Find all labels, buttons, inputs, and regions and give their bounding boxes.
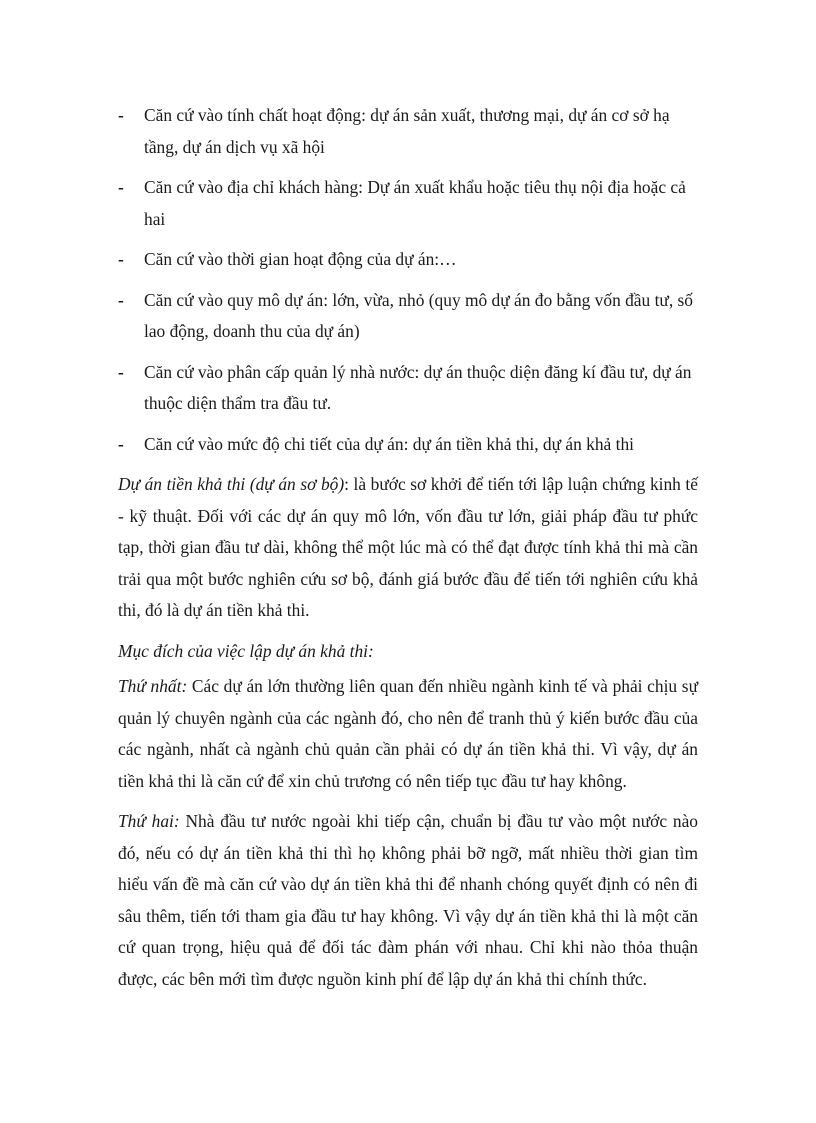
document-body xyxy=(118,100,698,1004)
list-item-text: Căn cứ vào quy mô dự án: lớn, vừa, nhỏ (quy mô dự án đo bằng vốn đầu tư, số lao động, doanh thu của dự án) xyxy=(144,289,693,341)
pre-feasibility-term: Dự án tiền khả thi (dự án sơ bộ) xyxy=(118,474,345,494)
bullet-dash: - xyxy=(118,105,124,125)
classification-list xyxy=(118,100,698,460)
first-reason-text: Các dự án lớn thường liên quan đến nhiều ngành kinh tế và phải chịu sự quản lý chuyên ngành của các ngành đó, cho nên để tranh thủ ý kiến bước đầu của các ngành, nhất cà ngành chủ quản cần phải có dự án tiền khả thi. Vì vậy, dự án tiền khả thi là căn cứ để xin chủ trương có nên tiếp tục đầu tư hay không. xyxy=(118,676,698,791)
pre-feasibility-text: : là bước sơ khởi để tiến tới lập luận chứng kinh tế - kỹ thuật. Đối với các dự án quy mô lớn, vốn đầu tư lớn, giải pháp đầu tư phức tạp, thời gian đầu tư dài, không thể một lúc mà có thể đạt được tính khả thi mà cần trải qua một bước nghiên cứu sơ bộ, đánh giá bước đầu để tiến tới nghiên cứu khả thi, đó là dự án tiền khả thi. xyxy=(118,474,698,620)
list-item-text: Căn cứ vào thời gian hoạt động của dự án:… xyxy=(144,249,457,269)
list-item xyxy=(118,429,698,461)
list-item xyxy=(118,285,698,348)
list-item-text: Căn cứ vào phân cấp quản lý nhà nước: dự án thuộc diện đăng kí đầu tư, dự án thuộc diện thẩm tra đầu tư. xyxy=(144,361,692,413)
bullet-dash: - xyxy=(118,361,124,382)
bullet-dash: - xyxy=(118,289,124,310)
first-reason-paragraph xyxy=(118,671,698,797)
first-reason-term: Thứ nhất: xyxy=(118,676,188,696)
second-reason-text: Nhà đầu tư nước ngoài khi tiếp cận, chuẩn bị đầu tư vào một nước nào đó, nếu có dự án tiền khả thi thì họ không phải bỡ ngỡ, mất nhiều thời gian tìm hiểu vấn đề mà căn cứ vào dự án tiền khả thi để nhanh chóng quyết định có nên đi sâu thêm, tiến tới tham gia đầu tư hay không. Vì vậy dự án tiền khả thi là một căn cứ quan trọng, hiệu quả để đối tác đàm phán với nhau. Chỉ khi nào thỏa thuận được, các bên mới tìm được nguồn kinh phí để lập dự án khả thi chính thức. xyxy=(118,811,698,989)
bullet-dash: - xyxy=(118,433,124,454)
list-item xyxy=(118,244,698,276)
pre-feasibility-paragraph xyxy=(118,469,698,627)
purpose-heading: Mục đích của việc lập dự án khả thi: xyxy=(118,640,374,661)
list-item xyxy=(118,172,698,235)
list-item-text: Căn cứ vào mức độ chi tiết của dự án: dự án tiền khả thi, dự án khả thi xyxy=(144,433,634,454)
list-item-text: Căn cứ vào địa chỉ khách hàng: Dự án xuất khẩu hoặc tiêu thụ nội địa hoặc cả hai xyxy=(144,177,686,229)
second-reason-paragraph xyxy=(118,806,698,995)
bullet-dash: - xyxy=(118,177,124,197)
list-item-text: Căn cứ vào tính chất hoạt động: dự án sản xuất, thương mại, dự án cơ sở hạ tầng, dự án dịch vụ xã hội xyxy=(144,105,670,157)
second-reason-term: Thứ hai: xyxy=(118,811,180,831)
list-item xyxy=(118,357,698,420)
list-item xyxy=(118,100,698,163)
bullet-dash: - xyxy=(118,249,124,269)
